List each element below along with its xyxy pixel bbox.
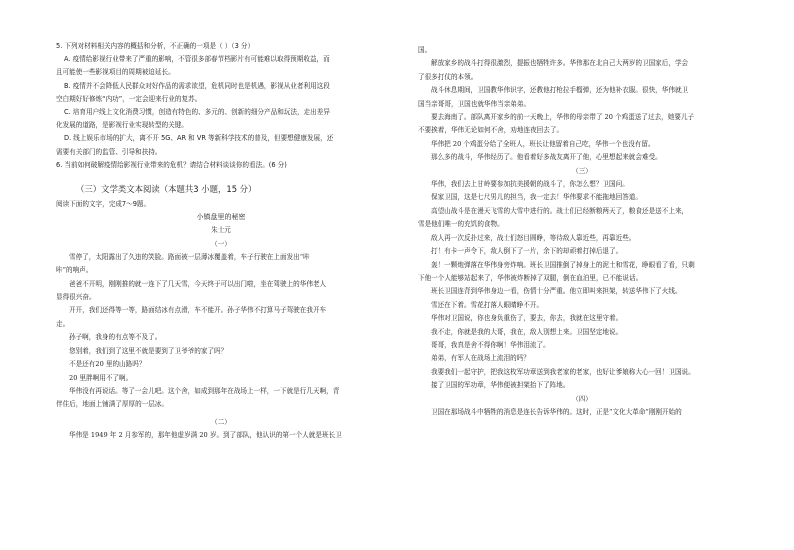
part-label-1: （一） <box>211 239 231 248</box>
story-line: 打！有卡一声令下，敌人倒下了一片，余下的却顽着打掉后退了。 <box>431 247 623 256</box>
story-line: 我不走，你就是我的大哥，我在，敌人别想上来。卫国坚定地说。 <box>431 327 623 336</box>
story-line: 卫国在那场战斗中牺牲的消息是连长告诉华伟的。这时，正是“文化大革命”刚刚开始的 <box>431 407 682 416</box>
story-line: 雪还在下着。雪花打落人眼睛睁不开。 <box>431 300 544 309</box>
story-part-2-continued <box>418 44 746 165</box>
story-line: 咔”的响声。 <box>56 266 93 275</box>
story-line: 接了卫国的军功章，华伟便被担架抬下了阵地。 <box>431 381 570 390</box>
story-line: 要去海南了。部队离开家乡的前一天晚上，华伟的母亲带了 20 个鸡蛋送了过去，她要儿子 <box>431 113 695 122</box>
story-line: 战斗休息期间，卫国教华伟识字，还教他打枪拉手榴弹，还为他补衣服。很快，华伟就卫 <box>431 86 689 95</box>
story-line: 国当亲哥哥，卫国也就华伟当亲弟弟。 <box>418 99 531 108</box>
story-part-2 <box>56 429 386 442</box>
story-line: 那么多的战斗，华伟经历了。他看着好多战友离开了他，心里想起来就会难受。 <box>431 153 662 162</box>
story-line: 下他一个人能够站起来了，华伟被炸断掉了双腿，倒在血泊里，已不能说话。 <box>418 273 643 282</box>
text-line: C. 培育用户线上文化消费习惯，创造有特色的、多元的、创新的细分产品和玩法，走出差异 <box>64 108 330 117</box>
story-line: 敌人再一次反扑过来，战士们怒目圆睁，等待敌人靠近些，再靠近些。 <box>431 233 636 242</box>
instruction-text: 阅读下面的文字，完成7～9题。 <box>56 200 151 209</box>
story-line: 不要挨着，华伟无论如何不舍，劝地连夜回去了。 <box>418 126 564 135</box>
right-column <box>418 44 746 419</box>
text-line: 化发展的道路，是影视行业实现转型的关键。 <box>56 121 188 130</box>
story-line: 20 里胖啊用不了啊。 <box>69 373 133 382</box>
story-line: 哥哥，我真是舍不得你啊！华伟泪流了。 <box>431 340 550 349</box>
story-line: 雪停了，太阳露出了久违的笑脸。路面被一层薄冰覆盖着，车子行驶在上面发出“咔 <box>69 252 310 261</box>
part-label-3: （三） <box>572 166 592 175</box>
story-line: 华伟，我们去上甘岭要参加抗美援朝的战斗了，你怎么想？卫国问。 <box>431 180 629 189</box>
story-line: 我要我们一起守护，把我这枚军功章送到我老家的老家，也好让爹娘称大心一回！卫国说。 <box>431 367 695 376</box>
story-line: 高望山战斗是在漫天飞雪的大雪中进行的。战士们已经断粮两天了，粮食还是送不上来， <box>431 206 689 215</box>
story-line: 国。 <box>418 46 432 54</box>
story-line: 爸爸不开明，刚刚推的就一连下了几天雪，今天终于可以出门啦，坐在驾驶上的华伟老人 <box>69 279 327 288</box>
story-line: 您别着，我们到了这里不就是要到了卫爷爷的家了吗？ <box>69 346 228 355</box>
story-line: 解放家乡的战斗打得很激烈，提振也牺牲许多。华伟那在北自己大两岁的卫国家后，学会 <box>431 59 689 68</box>
story-line: 华伟是 1949 年 2 月参军的，那年他虚岁满 20 岁。到了部队，他认识的第一个人就是班长卫 <box>69 430 342 439</box>
question-block <box>56 40 386 172</box>
story-line: 保家卫国，这是七尺男儿的担当，我一定去！华伟要求不能拖地回答道。 <box>431 193 642 202</box>
story-line: 开开，我们还得等一等，路面结冰有点滑，车不能开。孙子华伟不打算马子驾驶在我开车 <box>69 306 327 315</box>
text-line: B. 疫情并不会降低人民群众对好作品的需求欲望，危机同时也是机遇，影视从业者利用这段 <box>64 81 330 90</box>
text-line: 空白期好好修炼“内功”，一定会迎来行业的复苏。 <box>56 94 202 103</box>
story-line: 弟弟，有军人在战场上流泪的吗？ <box>431 354 530 363</box>
story-part-1 <box>56 251 386 412</box>
text-line: 5. 下列对材料相关内容的概括和分析，不正确的一项是（ ）（3 分） <box>56 42 255 50</box>
text-line: 且可能使一些影视项目的周期被迫延长。 <box>56 68 175 77</box>
story-line: 显得很兴奋。 <box>56 293 96 302</box>
story-title: 小镇盘里的秘密 <box>196 213 246 222</box>
story-line: 走。 <box>56 319 70 328</box>
story-line: 华伟把 20 个鸡蛋分给了全班人，班长让他留着自己吃，华伟一个也没有留。 <box>431 139 655 148</box>
story-line: 班长卫国连背到华伟身边一看，伤情十分严重。他立即叫来担架，转送华伟下了火线。 <box>431 287 682 296</box>
story-line: 轰！一颗炮弹落在华伟身旁炸响。班长卫国推倒了掉身上的泥土和雪花，睁眼看了看，只剩 <box>431 260 695 269</box>
part-label-4: （四） <box>572 394 592 403</box>
story-line: 孙子啊，我身的有点等不及了。 <box>69 333 162 342</box>
story-author: 朱士元 <box>211 226 231 235</box>
story-line: 华伟没有再说话。等了一会儿吧。这个舍，如成到那年在战场上一样，一下就是行几天啊，青 <box>69 386 340 395</box>
story-line: 不是还有20 里的山路吗？ <box>69 360 146 369</box>
part-label-2: （二） <box>211 417 231 426</box>
left-column <box>56 40 386 442</box>
section-heading: （三）文学类文本阅读（本题共3 小题，15 分） <box>76 184 257 195</box>
text-line: A. 疫情给影视行业带来了严重的影响，不管很多部春节档影片有可能难以取得预期收益，而 <box>64 55 330 64</box>
text-line: 需要有关部门的监管、引导和扶持。 <box>56 147 162 156</box>
story-line: 伴住后，地面上铺满了厚厚的一层冰。 <box>56 400 169 409</box>
text-line: 6. 当前如何破解疫情给影视行业带来的危机？请结合材料谈谈你的看法。(6 分) <box>56 160 287 169</box>
story-line: 雪是他们唯一的充饥的食物。 <box>418 220 504 229</box>
story-line: 了很多打仗的本领。 <box>418 72 478 81</box>
story-part-4 <box>418 406 746 419</box>
story-part-3 <box>418 178 746 393</box>
text-line: D. 线上娱乐市场的扩大，离不开 5G、AR 和 VR 等新科学技术的普及，但要想健康发展，还 <box>64 134 334 143</box>
story-line: 华伟对卫国说，你也身负重伤了，要去，你去，我就在这里守着。 <box>431 314 623 323</box>
